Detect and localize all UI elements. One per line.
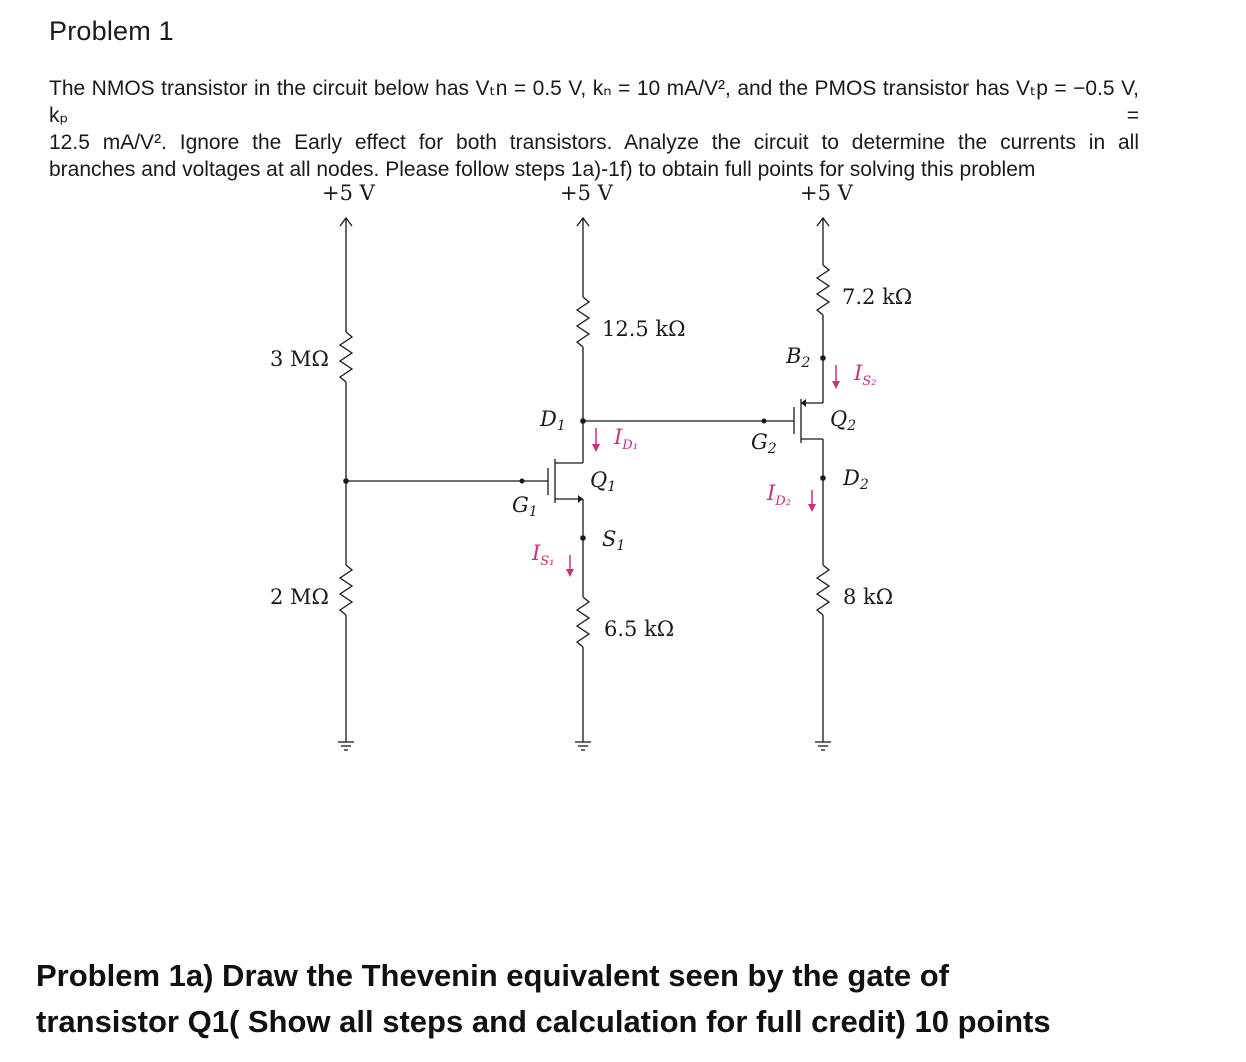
q2-source-arrow	[801, 399, 806, 407]
resistor-6k5	[577, 597, 589, 647]
node-d2-label: D2	[843, 466, 869, 493]
q2-branch	[794, 218, 831, 750]
q1-source-arrow	[578, 495, 583, 503]
current-is2-label: $I_{S_2}$	[854, 361, 877, 389]
node-d1-label: D1	[540, 407, 566, 434]
current-id2-label: $I_{D_2}$	[767, 481, 791, 509]
circuit-diagram	[0, 170, 1246, 770]
resistor-3m-label: 3 MΩ	[270, 347, 329, 371]
resistor-2m	[340, 565, 352, 615]
statement-line-2: 12.5 mA/V². Ignore the Early effect for both transistors. Analyze the circuit to determine the currents in all	[49, 131, 1139, 154]
question-line-2: transistor Q1( Show all steps and calculation for full credit) 10 points	[36, 1004, 1051, 1039]
q1-label: Q1	[590, 468, 617, 495]
resistor-12k5-label: 12.5 kΩ	[602, 317, 686, 341]
resistor-8k-label: 8 kΩ	[843, 585, 894, 609]
resistor-7k2	[817, 265, 829, 315]
current-is1-label: $I_{S_1}$	[532, 541, 555, 569]
node-g1-label: G1	[512, 493, 538, 520]
node-s1-label: S1	[602, 527, 626, 554]
supply-label-left: +5 V	[322, 181, 375, 205]
node-g2-label: G2	[751, 430, 777, 457]
current-id1-label: $I_{D_1}$	[614, 425, 638, 453]
resistor-2m-label: 2 MΩ	[270, 585, 329, 609]
statement-line-1: The NMOS transistor in the circuit below has Vₜn = 0.5 V, kₙ = 10 mA/V², and the PMOS transistor has Vₜp = −0.5 V, kₚ =	[49, 77, 1139, 127]
problem-statement	[49, 75, 1139, 183]
resistor-7k2-label: 7.2 kΩ	[842, 285, 913, 309]
resistor-8k	[817, 565, 829, 615]
left-divider	[338, 218, 548, 750]
problem-title: Problem 1	[49, 16, 174, 46]
resistor-12k5	[577, 297, 589, 347]
question-line-1: Problem 1a) Draw the Thevenin equivalent seen by the gate of	[36, 958, 950, 993]
q2-label: Q2	[830, 407, 857, 434]
supply-label-mid: +5 V	[560, 181, 613, 205]
statement-line-3: branches and voltages at all nodes. Please follow steps 1a)-1f) to obtain full points for solving this problem	[49, 158, 1036, 181]
node-b2-label: B2	[786, 344, 811, 371]
q1-branch	[520, 218, 592, 750]
resistor-3m	[340, 332, 352, 382]
resistor-6k5-label: 6.5 kΩ	[604, 617, 675, 641]
supply-label-right: +5 V	[800, 181, 853, 205]
question-1a	[36, 953, 1216, 1045]
